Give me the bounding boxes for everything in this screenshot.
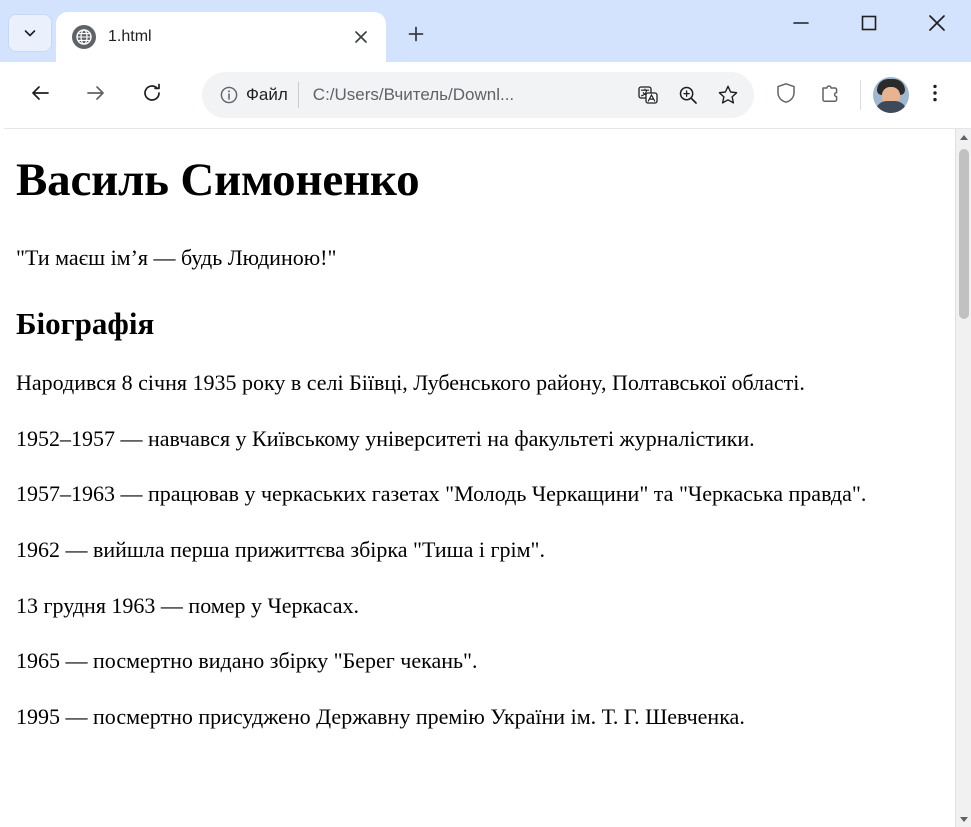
close-window-button[interactable]: [903, 0, 971, 46]
paragraph: 1995 — посмертно присуджено Державну премію України ім. Т. Г. Шевченка.: [16, 704, 745, 730]
url-scheme-label: Файл: [246, 85, 288, 104]
paragraph: 1965 — посмертно видано збірку "Берег чекань".: [16, 648, 478, 674]
page-viewport: [0, 128, 971, 827]
forward-arrow-icon: [84, 81, 108, 110]
scrollbar-thumb[interactable]: [959, 149, 969, 319]
reload-button[interactable]: [130, 73, 174, 117]
scroll-down-button[interactable]: [956, 811, 971, 827]
browser-menu-button[interactable]: [913, 73, 957, 117]
page-title: Василь Симоненко: [16, 154, 420, 206]
translate-icon[interactable]: [628, 75, 668, 115]
back-button[interactable]: [18, 73, 62, 117]
globe-icon: [72, 25, 96, 49]
tab-strip: [0, 0, 971, 62]
info-circle-icon[interactable]: [212, 78, 246, 112]
document-body: [0, 129, 971, 827]
forward-button[interactable]: [74, 73, 118, 117]
tab-title: 1.html: [108, 28, 152, 45]
shield-icon: [774, 81, 798, 110]
avatar[interactable]: [873, 77, 909, 113]
paragraph: 1962 — вийшла перша прижиттєва збірка "Тиша і грім".: [16, 537, 546, 563]
scroll-up-arrow-icon: [960, 135, 968, 140]
paragraph: Народився 8 січня 1935 року в селі Біївці, Лубенського районy, Полтавської області.: [16, 370, 805, 396]
browser-toolbar: [0, 62, 971, 128]
safety-check-button[interactable]: [764, 73, 808, 117]
tab-close-icon[interactable]: [346, 22, 376, 52]
minimize-button[interactable]: [767, 0, 835, 46]
window-controls: [767, 0, 971, 62]
scroll-up-button[interactable]: [956, 129, 971, 145]
omnibox-divider: [298, 82, 299, 108]
avatar-body: [875, 101, 907, 113]
section-heading-biography: Біографія: [16, 306, 155, 342]
page-quote: "Ти маєш ім’я — будь Людиною!": [16, 244, 337, 270]
chevron-down-icon: [22, 25, 38, 41]
paragraph: 13 грудня 1963 — помер у Черкасах.: [16, 592, 359, 618]
browser-tab[interactable]: [56, 12, 386, 62]
url-text: C:/Users/Вчитель/Downl...: [312, 85, 515, 104]
toolbar-divider: [860, 80, 861, 110]
vertical-scrollbar[interactable]: [955, 129, 971, 827]
back-arrow-icon: [28, 81, 52, 110]
address-bar[interactable]: [202, 72, 754, 118]
paragraph: 1952–1957 — навчався у Київському університеті на факультеті журналістики.: [16, 425, 755, 451]
reload-icon: [140, 81, 164, 110]
tab-search-button[interactable]: [8, 14, 52, 52]
three-dots-menu-icon: [924, 82, 946, 109]
extensions-icon: [818, 81, 842, 110]
bookmark-star-icon[interactable]: [708, 75, 748, 115]
window-left-edge: [0, 62, 4, 827]
plus-icon: [406, 24, 426, 49]
scroll-down-arrow-icon: [960, 817, 968, 822]
extensions-button[interactable]: [808, 73, 852, 117]
maximize-button[interactable]: [835, 0, 903, 46]
paragraph: 1957–1963 — працював у черкаських газетах "Молодь Черкащини" та "Черкаська правда".: [16, 481, 867, 507]
zoom-icon[interactable]: [668, 75, 708, 115]
new-tab-button[interactable]: [394, 14, 438, 58]
